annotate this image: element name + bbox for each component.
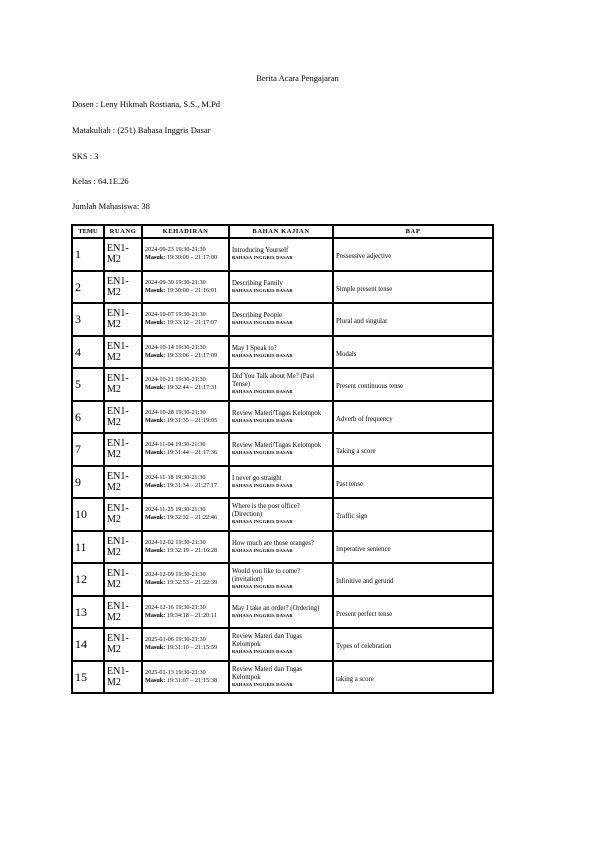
cell-meeting-number bbox=[73, 499, 103, 530]
cell-study-material bbox=[230, 434, 332, 465]
topic-text: Describing Family bbox=[232, 279, 283, 287]
header-bahan-kajian: BAHAN KAJIAN bbox=[230, 226, 332, 237]
masuk-range: 19:30:00 – 21:16:01 bbox=[166, 286, 218, 294]
cell-study-material bbox=[230, 629, 332, 660]
room-code: EN1-M2 bbox=[107, 665, 129, 688]
cell-attendance bbox=[143, 272, 228, 303]
check-in-time bbox=[145, 677, 226, 685]
room-code: EN1-M2 bbox=[107, 340, 129, 363]
bap-text: Modals bbox=[336, 350, 357, 358]
cell-room bbox=[105, 402, 141, 433]
course-name: BAHASA INGGRIS DASAR bbox=[232, 255, 293, 261]
table-row bbox=[73, 434, 492, 465]
masuk-range: 19:31:44 – 21:17:36 bbox=[166, 449, 218, 457]
room-code: EN1-M2 bbox=[107, 438, 129, 461]
cell-attendance bbox=[143, 434, 228, 465]
table-row bbox=[73, 369, 492, 400]
cell-room bbox=[105, 467, 141, 498]
cell-bap bbox=[334, 239, 492, 270]
cell-meeting-number bbox=[73, 434, 103, 465]
bap-text: taking a score bbox=[336, 675, 374, 683]
meeting-number: 11 bbox=[75, 539, 87, 554]
bap-text: Present continuous tense bbox=[336, 383, 404, 391]
cell-bap bbox=[334, 564, 492, 595]
cell-room bbox=[105, 532, 141, 563]
header-ruang: RUANG bbox=[105, 226, 141, 237]
cell-bap bbox=[334, 467, 492, 498]
room-code: EN1-M2 bbox=[107, 470, 129, 493]
room-code: EN1-M2 bbox=[107, 600, 129, 623]
cell-bap bbox=[334, 369, 492, 400]
schedule-time: 2024-10-14 19:30-21:30 bbox=[145, 343, 206, 351]
room-code: EN1-M2 bbox=[107, 535, 129, 558]
cell-room bbox=[105, 239, 141, 270]
cell-study-material bbox=[230, 499, 332, 530]
course-name: BAHASA INGGRIS DASAR bbox=[232, 482, 293, 488]
cell-meeting-number bbox=[73, 369, 103, 400]
cell-study-material bbox=[230, 304, 332, 335]
schedule-time: 2025-01-06 19:30-21:30 bbox=[145, 636, 206, 644]
bap-text: Taking a score bbox=[336, 448, 376, 456]
cell-attendance bbox=[143, 239, 228, 270]
course-name: BAHASA INGGRIS DASAR bbox=[232, 681, 293, 687]
cell-study-material bbox=[230, 564, 332, 595]
cell-room bbox=[105, 272, 141, 303]
masuk-label: Masuk: bbox=[145, 384, 166, 392]
table-row bbox=[73, 597, 492, 628]
schedule-time: 2024-09-30 19:30-21:30 bbox=[145, 278, 206, 286]
schedule-time: 2024-12-16 19:30-21:30 bbox=[145, 603, 206, 611]
cell-study-material bbox=[230, 597, 332, 628]
room-code: EN1-M2 bbox=[107, 275, 129, 298]
table-row bbox=[73, 272, 492, 303]
check-in-time bbox=[145, 319, 226, 327]
cell-meeting-number bbox=[73, 239, 103, 270]
cell-study-material bbox=[230, 337, 332, 368]
cell-bap bbox=[334, 304, 492, 335]
table-row bbox=[73, 532, 492, 563]
cell-room bbox=[105, 662, 141, 693]
meeting-number: 14 bbox=[75, 637, 87, 652]
schedule-time: 2024-10-21 19:30-21:30 bbox=[145, 376, 206, 384]
check-in-time bbox=[145, 547, 226, 555]
check-in-time bbox=[145, 579, 226, 587]
table-row bbox=[73, 629, 492, 660]
topic-text: May I Speak to? bbox=[232, 344, 277, 352]
table-row bbox=[73, 304, 492, 335]
topic-text: May I take an order? (Ordering) bbox=[232, 604, 320, 612]
masuk-range: 19:32:32 – 21:22:46 bbox=[166, 514, 218, 522]
masuk-label: Masuk: bbox=[145, 546, 166, 554]
masuk-range: 19:31:34 – 21:27:17 bbox=[166, 481, 218, 489]
masuk-label: Masuk: bbox=[145, 416, 166, 424]
topic-text: Where is the post office? (Direction) bbox=[232, 503, 300, 519]
table-row bbox=[73, 564, 492, 595]
room-code: EN1-M2 bbox=[107, 405, 129, 428]
cell-bap bbox=[334, 597, 492, 628]
bap-text: Imperative sentence bbox=[336, 545, 391, 553]
table-row bbox=[73, 499, 492, 530]
course-name: BAHASA INGGRIS DASAR bbox=[232, 450, 293, 456]
masuk-label: Masuk: bbox=[145, 351, 166, 359]
check-in-time bbox=[145, 612, 226, 620]
cell-room bbox=[105, 337, 141, 368]
bap-text: Traffic sign bbox=[336, 513, 368, 521]
course-name: BAHASA INGGRIS DASAR bbox=[232, 584, 293, 590]
cell-room bbox=[105, 304, 141, 335]
schedule-time: 2024-12-02 19:30-21:30 bbox=[145, 538, 206, 546]
cell-meeting-number bbox=[73, 467, 103, 498]
cell-bap bbox=[334, 402, 492, 433]
topic-text: Review Materi/Tugas Kelompok bbox=[232, 442, 322, 450]
schedule-time: 2024-10-28 19:30-21:30 bbox=[145, 408, 206, 416]
course-name: BAHASA INGGRIS DASAR bbox=[232, 389, 293, 395]
course-name: BAHASA INGGRIS DASAR bbox=[232, 612, 293, 618]
bap-text: Plural and singular bbox=[336, 318, 388, 326]
masuk-label: Masuk: bbox=[145, 319, 166, 327]
masuk-range: 19:34:18 – 21:20:11 bbox=[166, 611, 217, 619]
meeting-number: 15 bbox=[75, 669, 87, 684]
cell-meeting-number bbox=[73, 402, 103, 433]
room-code: EN1-M2 bbox=[107, 308, 129, 331]
cell-study-material bbox=[230, 239, 332, 270]
cell-bap bbox=[334, 499, 492, 530]
masuk-label: Masuk: bbox=[145, 254, 166, 262]
cell-meeting-number bbox=[73, 597, 103, 628]
cell-meeting-number bbox=[73, 629, 103, 660]
bap-text: Simple present tense bbox=[336, 285, 393, 293]
room-code: EN1-M2 bbox=[107, 373, 129, 396]
cell-room bbox=[105, 597, 141, 628]
schedule-time: 2024-11-18 19:30-21:30 bbox=[145, 473, 206, 481]
masuk-label: Masuk: bbox=[145, 676, 166, 684]
cell-attendance bbox=[143, 402, 228, 433]
meeting-number: 1 bbox=[75, 247, 81, 262]
cell-bap bbox=[334, 337, 492, 368]
topic-text: Review Materi dan Tugas Kelompok bbox=[232, 633, 303, 649]
course-name: BAHASA INGGRIS DASAR bbox=[232, 519, 293, 525]
table-row bbox=[73, 662, 492, 693]
cell-bap bbox=[334, 434, 492, 465]
credits-line: SKS : 3 bbox=[72, 151, 99, 161]
masuk-label: Masuk: bbox=[145, 286, 166, 294]
cell-study-material bbox=[230, 369, 332, 400]
lecturer-line: Dosen : Leny Hikmah Rostiana, S.S., M.Pd bbox=[72, 99, 221, 109]
check-in-time bbox=[145, 417, 226, 425]
room-code: EN1-M2 bbox=[107, 633, 129, 656]
cell-bap bbox=[334, 272, 492, 303]
course-name: BAHASA INGGRIS DASAR bbox=[232, 287, 293, 293]
topic-text: Review Materi dan Tugas Kelompok bbox=[232, 665, 303, 681]
meeting-number: 4 bbox=[75, 344, 81, 359]
bap-text: Types of celebration bbox=[336, 643, 392, 651]
masuk-range: 19:31:07 – 21:15:38 bbox=[166, 676, 218, 684]
meeting-number: 6 bbox=[75, 409, 81, 424]
masuk-range: 19:30:00 – 21:17:00 bbox=[166, 254, 218, 262]
cell-bap bbox=[334, 532, 492, 563]
masuk-label: Masuk: bbox=[145, 481, 166, 489]
cell-attendance bbox=[143, 369, 228, 400]
check-in-time bbox=[145, 482, 226, 490]
meeting-number: 7 bbox=[75, 442, 81, 457]
cell-attendance bbox=[143, 304, 228, 335]
topic-text: Introducing Yourself bbox=[232, 247, 289, 255]
room-code: EN1-M2 bbox=[107, 243, 129, 266]
cell-meeting-number bbox=[73, 564, 103, 595]
check-in-time bbox=[145, 352, 226, 360]
masuk-range: 19:31:10 – 21:15:59 bbox=[166, 644, 218, 652]
room-code: EN1-M2 bbox=[107, 503, 129, 526]
cell-study-material bbox=[230, 532, 332, 563]
meeting-number: 2 bbox=[75, 279, 81, 294]
header-temu: TEMU bbox=[73, 226, 103, 237]
masuk-label: Masuk: bbox=[145, 644, 166, 652]
meeting-number: 9 bbox=[75, 474, 81, 489]
cell-meeting-number bbox=[73, 272, 103, 303]
check-in-time bbox=[145, 449, 226, 457]
header-kehadiran: KEHADIRAN bbox=[143, 226, 228, 237]
cell-attendance bbox=[143, 467, 228, 498]
check-in-time bbox=[145, 287, 226, 295]
check-in-time bbox=[145, 384, 226, 392]
masuk-label: Masuk: bbox=[145, 611, 166, 619]
class-line: Kelas : 64.1E.26 bbox=[72, 176, 129, 186]
cell-bap bbox=[334, 662, 492, 693]
check-in-time bbox=[145, 254, 226, 262]
bap-text: Possessive adjective bbox=[336, 253, 392, 261]
cell-meeting-number bbox=[73, 662, 103, 693]
cell-study-material bbox=[230, 662, 332, 693]
schedule-time: 2024-09-23 19:30-21:30 bbox=[145, 246, 206, 254]
bap-text: Adverb of frequency bbox=[336, 415, 393, 423]
meeting-number: 10 bbox=[75, 507, 87, 522]
schedule-time: 2025-01-13 19:30-21:30 bbox=[145, 668, 206, 676]
check-in-time bbox=[145, 514, 226, 522]
table-header-row bbox=[73, 226, 492, 237]
table-row bbox=[73, 402, 492, 433]
cell-study-material bbox=[230, 467, 332, 498]
meeting-number: 13 bbox=[75, 604, 87, 619]
masuk-range: 19:32:19 – 21:16:28 bbox=[166, 546, 218, 554]
document-title: Berita Acara Pengajaran bbox=[256, 73, 339, 83]
course-name: BAHASA INGGRIS DASAR bbox=[232, 352, 293, 358]
meeting-number: 5 bbox=[75, 377, 81, 392]
check-in-time bbox=[145, 644, 226, 652]
meeting-number: 12 bbox=[75, 572, 87, 587]
masuk-range: 19:32:44 – 21:17:31 bbox=[166, 384, 218, 392]
cell-attendance bbox=[143, 662, 228, 693]
cell-bap bbox=[334, 629, 492, 660]
cell-room bbox=[105, 369, 141, 400]
table-row bbox=[73, 239, 492, 270]
cell-room bbox=[105, 434, 141, 465]
schedule-time: 2024-11-04 19:30-21:30 bbox=[145, 441, 206, 449]
topic-text: Would you like to come?(invitation) bbox=[232, 568, 301, 584]
cell-meeting-number bbox=[73, 304, 103, 335]
meeting-number: 3 bbox=[75, 312, 81, 327]
schedule-time: 2024-11-25 19:30-21:30 bbox=[145, 506, 206, 514]
masuk-range: 19:33:12 – 21:17:07 bbox=[166, 319, 218, 327]
cell-attendance bbox=[143, 629, 228, 660]
cell-attendance bbox=[143, 499, 228, 530]
cell-attendance bbox=[143, 564, 228, 595]
header-bap: BAP bbox=[334, 226, 492, 237]
masuk-range: 19:31:35 – 21:19:05 bbox=[166, 416, 218, 424]
course-name: BAHASA INGGRIS DASAR bbox=[232, 547, 293, 553]
bap-text: Infinitive and gerund bbox=[336, 578, 394, 586]
cell-attendance bbox=[143, 532, 228, 563]
topic-text: Review Materi/Tugas Kelompok bbox=[232, 409, 322, 417]
cell-meeting-number bbox=[73, 337, 103, 368]
bap-text: Past tense bbox=[336, 480, 363, 488]
course-name: BAHASA INGGRIS DASAR bbox=[232, 649, 293, 655]
schedule-time: 2024-12-09 19:30-21:30 bbox=[145, 571, 206, 579]
cell-study-material bbox=[230, 272, 332, 303]
masuk-label: Masuk: bbox=[145, 449, 166, 457]
topic-text: I never go straight bbox=[232, 474, 282, 482]
masuk-label: Masuk: bbox=[145, 514, 166, 522]
table-row bbox=[73, 467, 492, 498]
course-name: BAHASA INGGRIS DASAR bbox=[232, 320, 293, 326]
bap-text: Present perfect tense bbox=[336, 610, 393, 618]
schedule-time: 2024-10-07 19:30-21:30 bbox=[145, 311, 206, 319]
topic-text: Did You Talk about Me? (Past Tense) bbox=[232, 373, 315, 389]
room-code: EN1-M2 bbox=[107, 568, 129, 591]
cell-study-material bbox=[230, 402, 332, 433]
cell-meeting-number bbox=[73, 532, 103, 563]
cell-attendance bbox=[143, 597, 228, 628]
course-name: BAHASA INGGRIS DASAR bbox=[232, 417, 293, 423]
course-line: Matakuliah : (251) Bahasa Inggris Dasar bbox=[72, 125, 211, 135]
table-row bbox=[73, 337, 492, 368]
masuk-range: 19:33:06 – 21:17:09 bbox=[166, 351, 218, 359]
cell-room bbox=[105, 564, 141, 595]
topic-text: Describing People bbox=[232, 312, 283, 320]
cell-attendance bbox=[143, 337, 228, 368]
attendance-table bbox=[71, 224, 494, 694]
topic-text: How much are those oranges? bbox=[232, 539, 314, 547]
cell-room bbox=[105, 629, 141, 660]
cell-room bbox=[105, 499, 141, 530]
masuk-label: Masuk: bbox=[145, 579, 166, 587]
student-count-line: Jumlah Mahasiswa: 38 bbox=[72, 201, 150, 211]
masuk-range: 19:32:53 – 21:22:39 bbox=[166, 579, 218, 587]
